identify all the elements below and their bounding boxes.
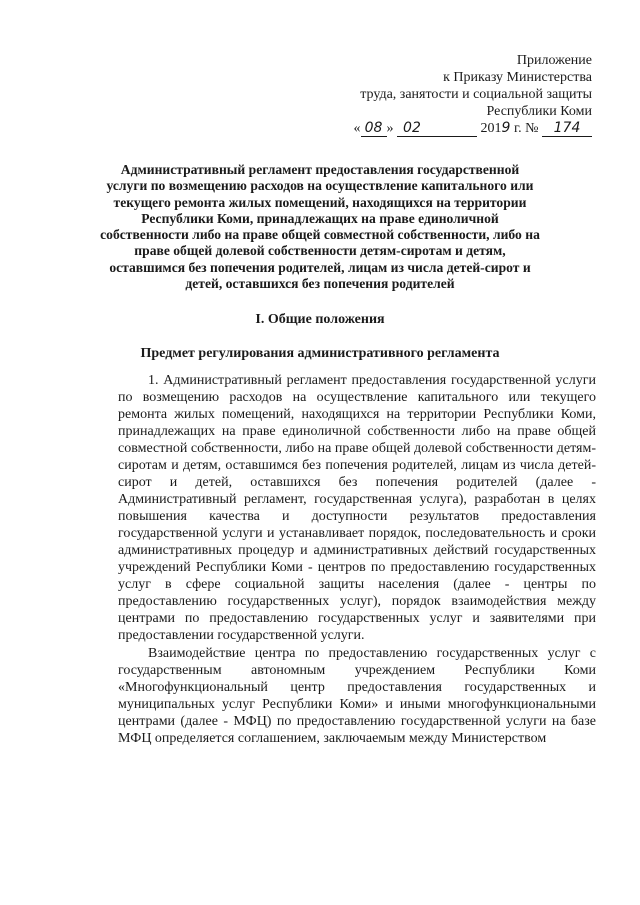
appendix-header [354,52,592,138]
document-title: Административный регламент предоставления государственной услуги по возмещению расходов на осуществление капитального или текущего ремонта жилых помещений, находящихся на территории Республики Коми, принадлежащих на праве единоличной собственности либо на праве общей совместной собственности, либо на праве общей долевой собственности детям-сиротам и детям, оставшимся без попечения родителей, лицам из числа детей-сирот и детей, оставшихся без попечения родителей [100,162,540,292]
order-number: 174 [542,121,592,137]
order-day: 08 [361,121,387,137]
appendix-line-1: Приложение [516,53,592,68]
open-quote: « [353,121,361,136]
order-year-digit: 9 [501,120,511,136]
close-quote: » [386,121,394,136]
order-date-line [354,120,592,138]
order-month: 02 [397,121,477,137]
section-title: I. Общие положения [255,312,385,327]
subsection-title: Предмет регулирования административного регламента [140,346,500,361]
appendix-line-4: Республики Коми [486,104,592,119]
order-year-suffix: г. № [510,121,539,136]
paragraph-2: Взаимодействие центра по предоставлению государственных услуг с государственным автономным учреждением Республики Коми «Многофункциональный центр предоставления государственных и муниципальных услуг Республики Коми» и иными многофункциональными центрами (далее - МФЦ) по предоставлению государственной услуги на базе МФЦ определяется соглашением, заключаемым между Министерством [118,646,596,746]
paragraph-1: 1. Административный регламент предоставления государственной услуги по возмещению расходов на осуществление капитального или текущего ремонта жилых помещений, находящихся на территории Республики Коми, принадлежащих на праве единоличной собственности либо на праве общей совместной собственности, либо на праве общей долевой собственности детям-сиротам и детям, оставшимся без попечения родителей, лицам из числа детей-сирот и детей, оставшихся без попечения родителей (далее - Административный регламент, государственная услуга), разработан в целях повышения качества и доступности результатов предоставления государственной услуги и устанавливает порядок, последовательность и сроки административных процедур и административных действий государственных учреждений Республики Коми - центров по предоставлению государственных услуг в сфере социальной защиты населения (далее - центры по предоставлению государственных услуг), порядок взаимодействия между центрами по предоставлению государственных услуг и заявителями при предоставлении государственной услуги. [118,373,596,643]
appendix-line-2: к Приказу Министерства [443,70,592,85]
document-body [118,372,596,747]
order-year-prefix: 201 [480,121,502,136]
appendix-line-3: труда, занятости и социальной защиты [360,87,592,102]
